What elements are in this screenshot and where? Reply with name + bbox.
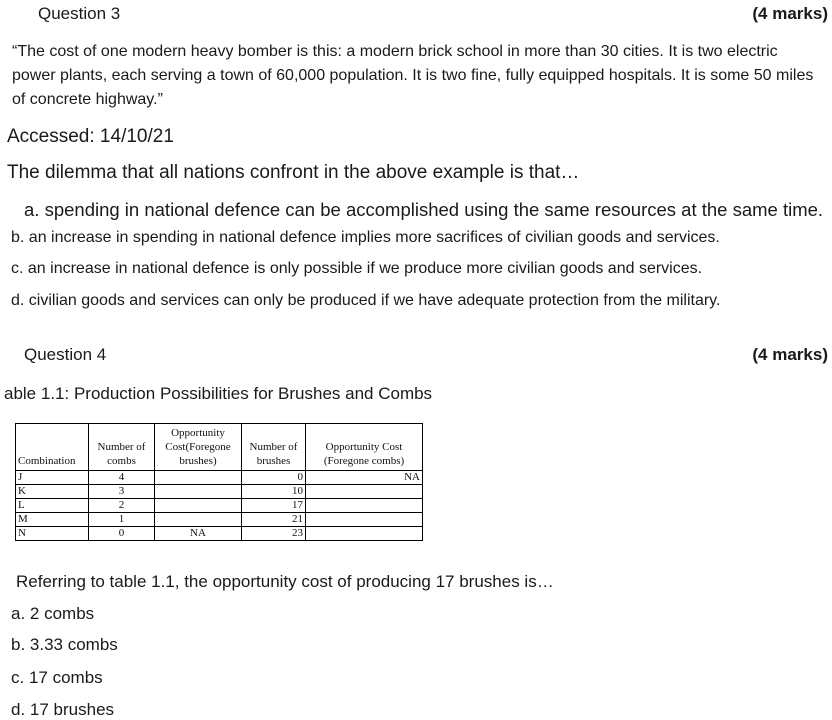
- cell-oc-brushes: [155, 485, 242, 499]
- q4-option-a-letter: a.: [11, 604, 26, 623]
- cell-combination: N: [16, 527, 89, 541]
- cell-oc-brushes: NA: [155, 527, 242, 541]
- header-combination: Combination: [16, 424, 89, 471]
- table-header-row: [16, 424, 423, 471]
- question-3-title: Question 3: [38, 4, 121, 23]
- q4-option-b-text: 3.33 combs: [29, 635, 118, 654]
- q4-option-d-text: 17 brushes: [29, 700, 115, 719]
- cell-combs: 3: [89, 485, 155, 499]
- quote-text: “The cost of one modern heavy bomber is this: a modern brick school in more than 30 cities. It is two electric power plants, each serving a town of 60,000 population. It is two fine, fully equipped hospitals. It is some 50 miles of concrete highway.”: [12, 43, 814, 108]
- cell-combs: 1: [89, 513, 155, 527]
- cell-oc-brushes: [155, 513, 242, 527]
- cell-oc-combs: [306, 485, 423, 499]
- question-4-stem: Referring to table 1.1, the opportunity cost of producing 17 brushes is…: [16, 572, 554, 591]
- q3-option-c-letter: c.: [11, 260, 24, 277]
- cell-oc-combs: [306, 499, 423, 513]
- cell-brushes: 23: [242, 527, 306, 541]
- cell-oc-brushes: [155, 499, 242, 513]
- q3-option-b[interactable]: [11, 229, 720, 247]
- q3-option-d-letter: d.: [11, 292, 25, 309]
- q3-option-a-text: spending in national defence can be accomplished using the same resources at the same time.: [44, 199, 824, 220]
- q4-option-c-text: 17 combs: [28, 668, 103, 687]
- cell-brushes: 10: [242, 485, 306, 499]
- q3-option-a[interactable]: [24, 199, 823, 221]
- table-row: [16, 485, 423, 499]
- question-3-marks: (4 marks): [752, 4, 828, 23]
- q3-option-d[interactable]: [11, 292, 720, 310]
- table-row: [16, 513, 423, 527]
- header-number-of-brushes: Number of brushes: [242, 424, 306, 471]
- header-opportunity-cost-brushes: Opportunity Cost(Foregone brushes): [155, 424, 242, 471]
- table-row: [16, 471, 423, 485]
- cell-combs: 4: [89, 471, 155, 485]
- cell-combination: L: [16, 499, 89, 513]
- q4-option-c-letter: c.: [11, 668, 25, 687]
- production-possibilities-table: [15, 423, 423, 541]
- q3-option-c-text: an increase in national defence is only possible if we produce more civilian goods and services.: [27, 260, 703, 277]
- cell-combination: M: [16, 513, 89, 527]
- table-row: [16, 499, 423, 513]
- cell-combs: 0: [89, 527, 155, 541]
- q4-option-a-text: 2 combs: [29, 604, 95, 623]
- q3-option-b-letter: b.: [11, 229, 25, 246]
- q4-option-b[interactable]: [11, 635, 118, 655]
- cell-oc-brushes: [155, 471, 242, 485]
- cell-combination: K: [16, 485, 89, 499]
- q4-option-d-letter: d.: [11, 700, 26, 719]
- q4-option-a[interactable]: [11, 604, 94, 624]
- q3-option-d-text: civilian goods and services can only be produced if we have adequate protection from the military.: [28, 292, 721, 309]
- q4-option-d[interactable]: [11, 700, 114, 720]
- header-opportunity-cost-combs: Opportunity Cost (Foregone combs): [306, 424, 423, 471]
- cell-combination: J: [16, 471, 89, 485]
- cell-brushes: 0: [242, 471, 306, 485]
- q3-option-c[interactable]: [11, 260, 702, 278]
- question-4-title: Question 4: [24, 345, 107, 364]
- q4-option-b-letter: b.: [11, 635, 26, 654]
- cell-combs: 2: [89, 499, 155, 513]
- accessed-date: Accessed: 14/10/21: [7, 126, 174, 147]
- table-caption: able 1.1: Production Possibilities for Brushes and Combs: [4, 384, 433, 403]
- question-3-stem: The dilemma that all nations confront in the above example is that…: [7, 162, 580, 183]
- cell-oc-combs: NA: [306, 471, 423, 485]
- cell-oc-combs: [306, 527, 423, 541]
- q3-option-b-text: an increase in spending in national defence implies more sacrifices of civilian goods and services.: [28, 229, 720, 246]
- q4-option-c[interactable]: [11, 668, 103, 688]
- question-4-marks: (4 marks): [752, 345, 828, 364]
- q3-option-a-letter: a.: [24, 199, 40, 220]
- header-number-of-combs: Number of combs: [89, 424, 155, 471]
- table-row: [16, 527, 423, 541]
- cell-brushes: 21: [242, 513, 306, 527]
- cell-oc-combs: [306, 513, 423, 527]
- cell-brushes: 17: [242, 499, 306, 513]
